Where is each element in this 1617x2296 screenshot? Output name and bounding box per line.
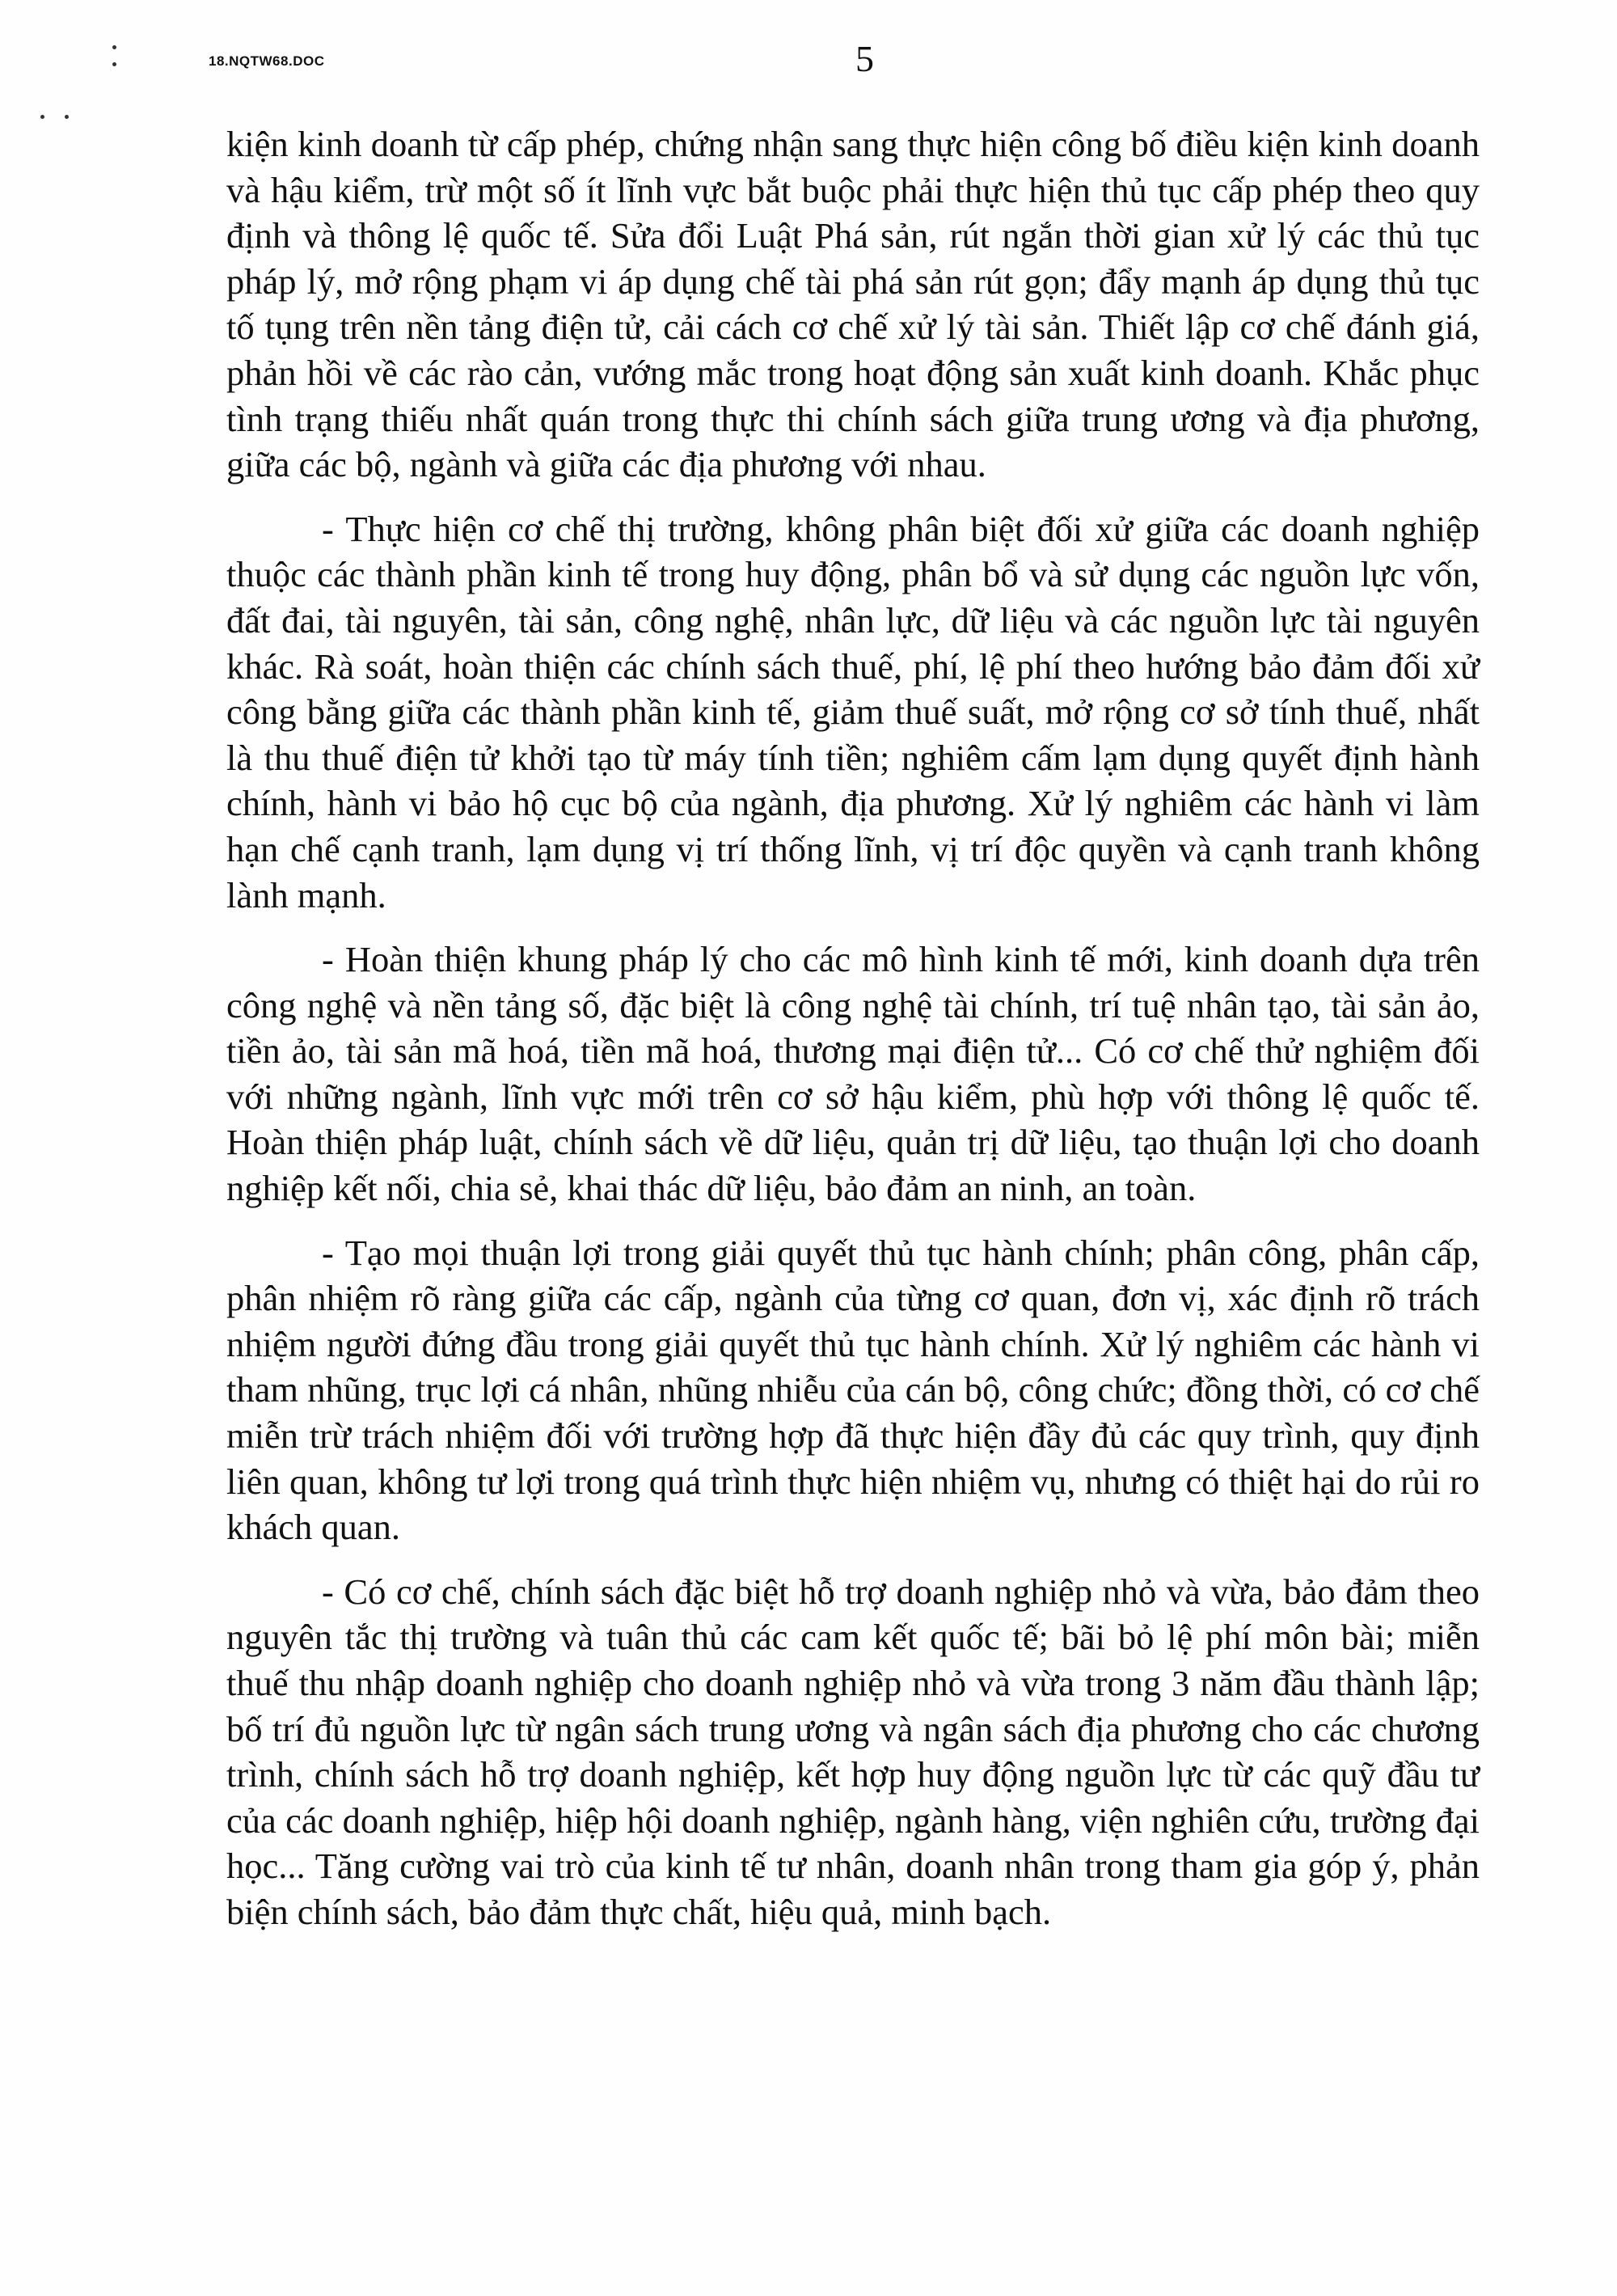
paragraph-continuation: kiện kinh doanh từ cấp phép, chứng nhận sang thực hiện công bố điều kiện kinh doanh và hậu kiểm, trừ một số ít lĩnh vực bắt buộc phải thực hiện thủ tục cấp phép theo quy định và thông lệ quốc tế. Sửa đổi Luật Phá sản, rút ngắn thời gian xử lý các thủ tục pháp lý, mở rộng phạm vi áp dụng chế tài phá sản rút gọn; đẩy mạnh áp dụng thủ tục tố tụng trên nền tảng điện tử, cải cách cơ chế xử lý tài sản. Thiết lập cơ chế đánh giá, phản hồi về các rào cản, vướng mắc trong hoạt động sản xuất kinh doanh. Khắc phục tình trạng thiếu nhất quán trong thực thi chính sách giữa trung ương và địa phương, giữa các bộ, ngành và giữa các địa phương với nhau. [226, 124, 1480, 485]
document-body [226, 121, 1480, 1935]
paragraph-legal-framework: - Hoàn thiện khung pháp lý cho các mô hình kinh tế mới, kinh doanh dựa trên công nghệ và nền tảng số, đặc biệt là công nghệ tài chính, trí tuệ nhân tạo, tài sản ảo, tiền ảo, tài sản mã hoá, tiền mã hoá, thương mại điện tử... Có cơ chế thử nghiệm đối với những ngành, lĩnh vực mới trên cơ sở hậu kiểm, phù hợp với thông lệ quốc tế. Hoàn thiện pháp luật, chính sách về dữ liệu, quản trị dữ liệu, tạo thuận lợi cho doanh nghiệp kết nối, chia sẻ, khai thác dữ liệu, bảo đảm an ninh, an toàn. [226, 939, 1480, 1209]
paragraph-sme-support: - Có cơ chế, chính sách đặc biệt hỗ trợ doanh nghiệp nhỏ và vừa, bảo đảm theo nguyên tắc thị trường và tuân thủ các cam kết quốc tế; bãi bỏ lệ phí môn bài; miễn thuế thu nhập doanh nghiệp cho doanh nghiệp nhỏ và vừa trong 3 năm đầu thành lập; bố trí đủ nguồn lực từ ngân sách trung ương và ngân sách địa phương cho các chương trình, chính sách hỗ trợ doanh nghiệp, kết hợp huy động nguồn lực từ các quỹ đầu tư của các doanh nghiệp, hiệp hội doanh nghiệp, ngành hàng, viện nghiên cứu, trường đại học... Tăng cường vai trò của kinh tế tư nhân, doanh nhân trong tham gia góp ý, phản biện chính sách, bảo đảm thực chất, hiệu quả, minh bạch. [226, 1571, 1480, 1932]
scan-speck [112, 45, 116, 49]
paragraph-market-mechanism: - Thực hiện cơ chế thị trường, không phân biệt đối xử giữa các doanh nghiệp thuộc các thành phần kinh tế trong huy động, phân bổ và sử dụng các nguồn lực vốn, đất đai, tài nguyên, tài sản, công nghệ, nhân lực, dữ liệu và các nguồn lực tài nguyên khác. Rà soát, hoàn thiện các chính sách thuế, phí, lệ phí theo hướng bảo đảm đối xử công bằng giữa các thành phần kinh tế, giảm thuế suất, mở rộng cơ sở tính thuế, nhất là thu thuế điện tử khởi tạo từ máy tính tiền; nghiêm cấm lạm dụng quyết định hành chính, hành vi bảo hộ cục bộ của ngành, địa phương. Xử lý nghiêm các hành vi làm hạn chế cạnh tranh, lạm dụng vị trí thống lĩnh, vị trí độc quyền và cạnh tranh không lành mạnh. [226, 508, 1480, 915]
scan-speck [65, 115, 69, 119]
page-number: 5 [855, 38, 874, 79]
scan-speck [112, 62, 116, 66]
document-id: 18.NQTW68.DOC [209, 53, 325, 69]
scan-speck [40, 115, 44, 119]
paragraph-administrative-procedures: - Tạo mọi thuận lợi trong giải quyết thủ tục hành chính; phân công, phân cấp, phân nhiệm rõ ràng giữa các cấp, ngành của từng cơ quan, đơn vị, xác định rõ trách nhiệm người đứng đầu trong giải quyết thủ tục hành chính. Xử lý nghiêm các hành vi tham nhũng, trục lợi cá nhân, nhũng nhiễu của cán bộ, công chức; đồng thời, có cơ chế miễn trừ trách nhiệm đối với trường hợp đã thực hiện đầy đủ các quy trình, quy định liên quan, không tư lợi trong quá trình thực hiện nhiệm vụ, nhưng có thiệt hại do rủi ro khách quan. [226, 1232, 1480, 1548]
